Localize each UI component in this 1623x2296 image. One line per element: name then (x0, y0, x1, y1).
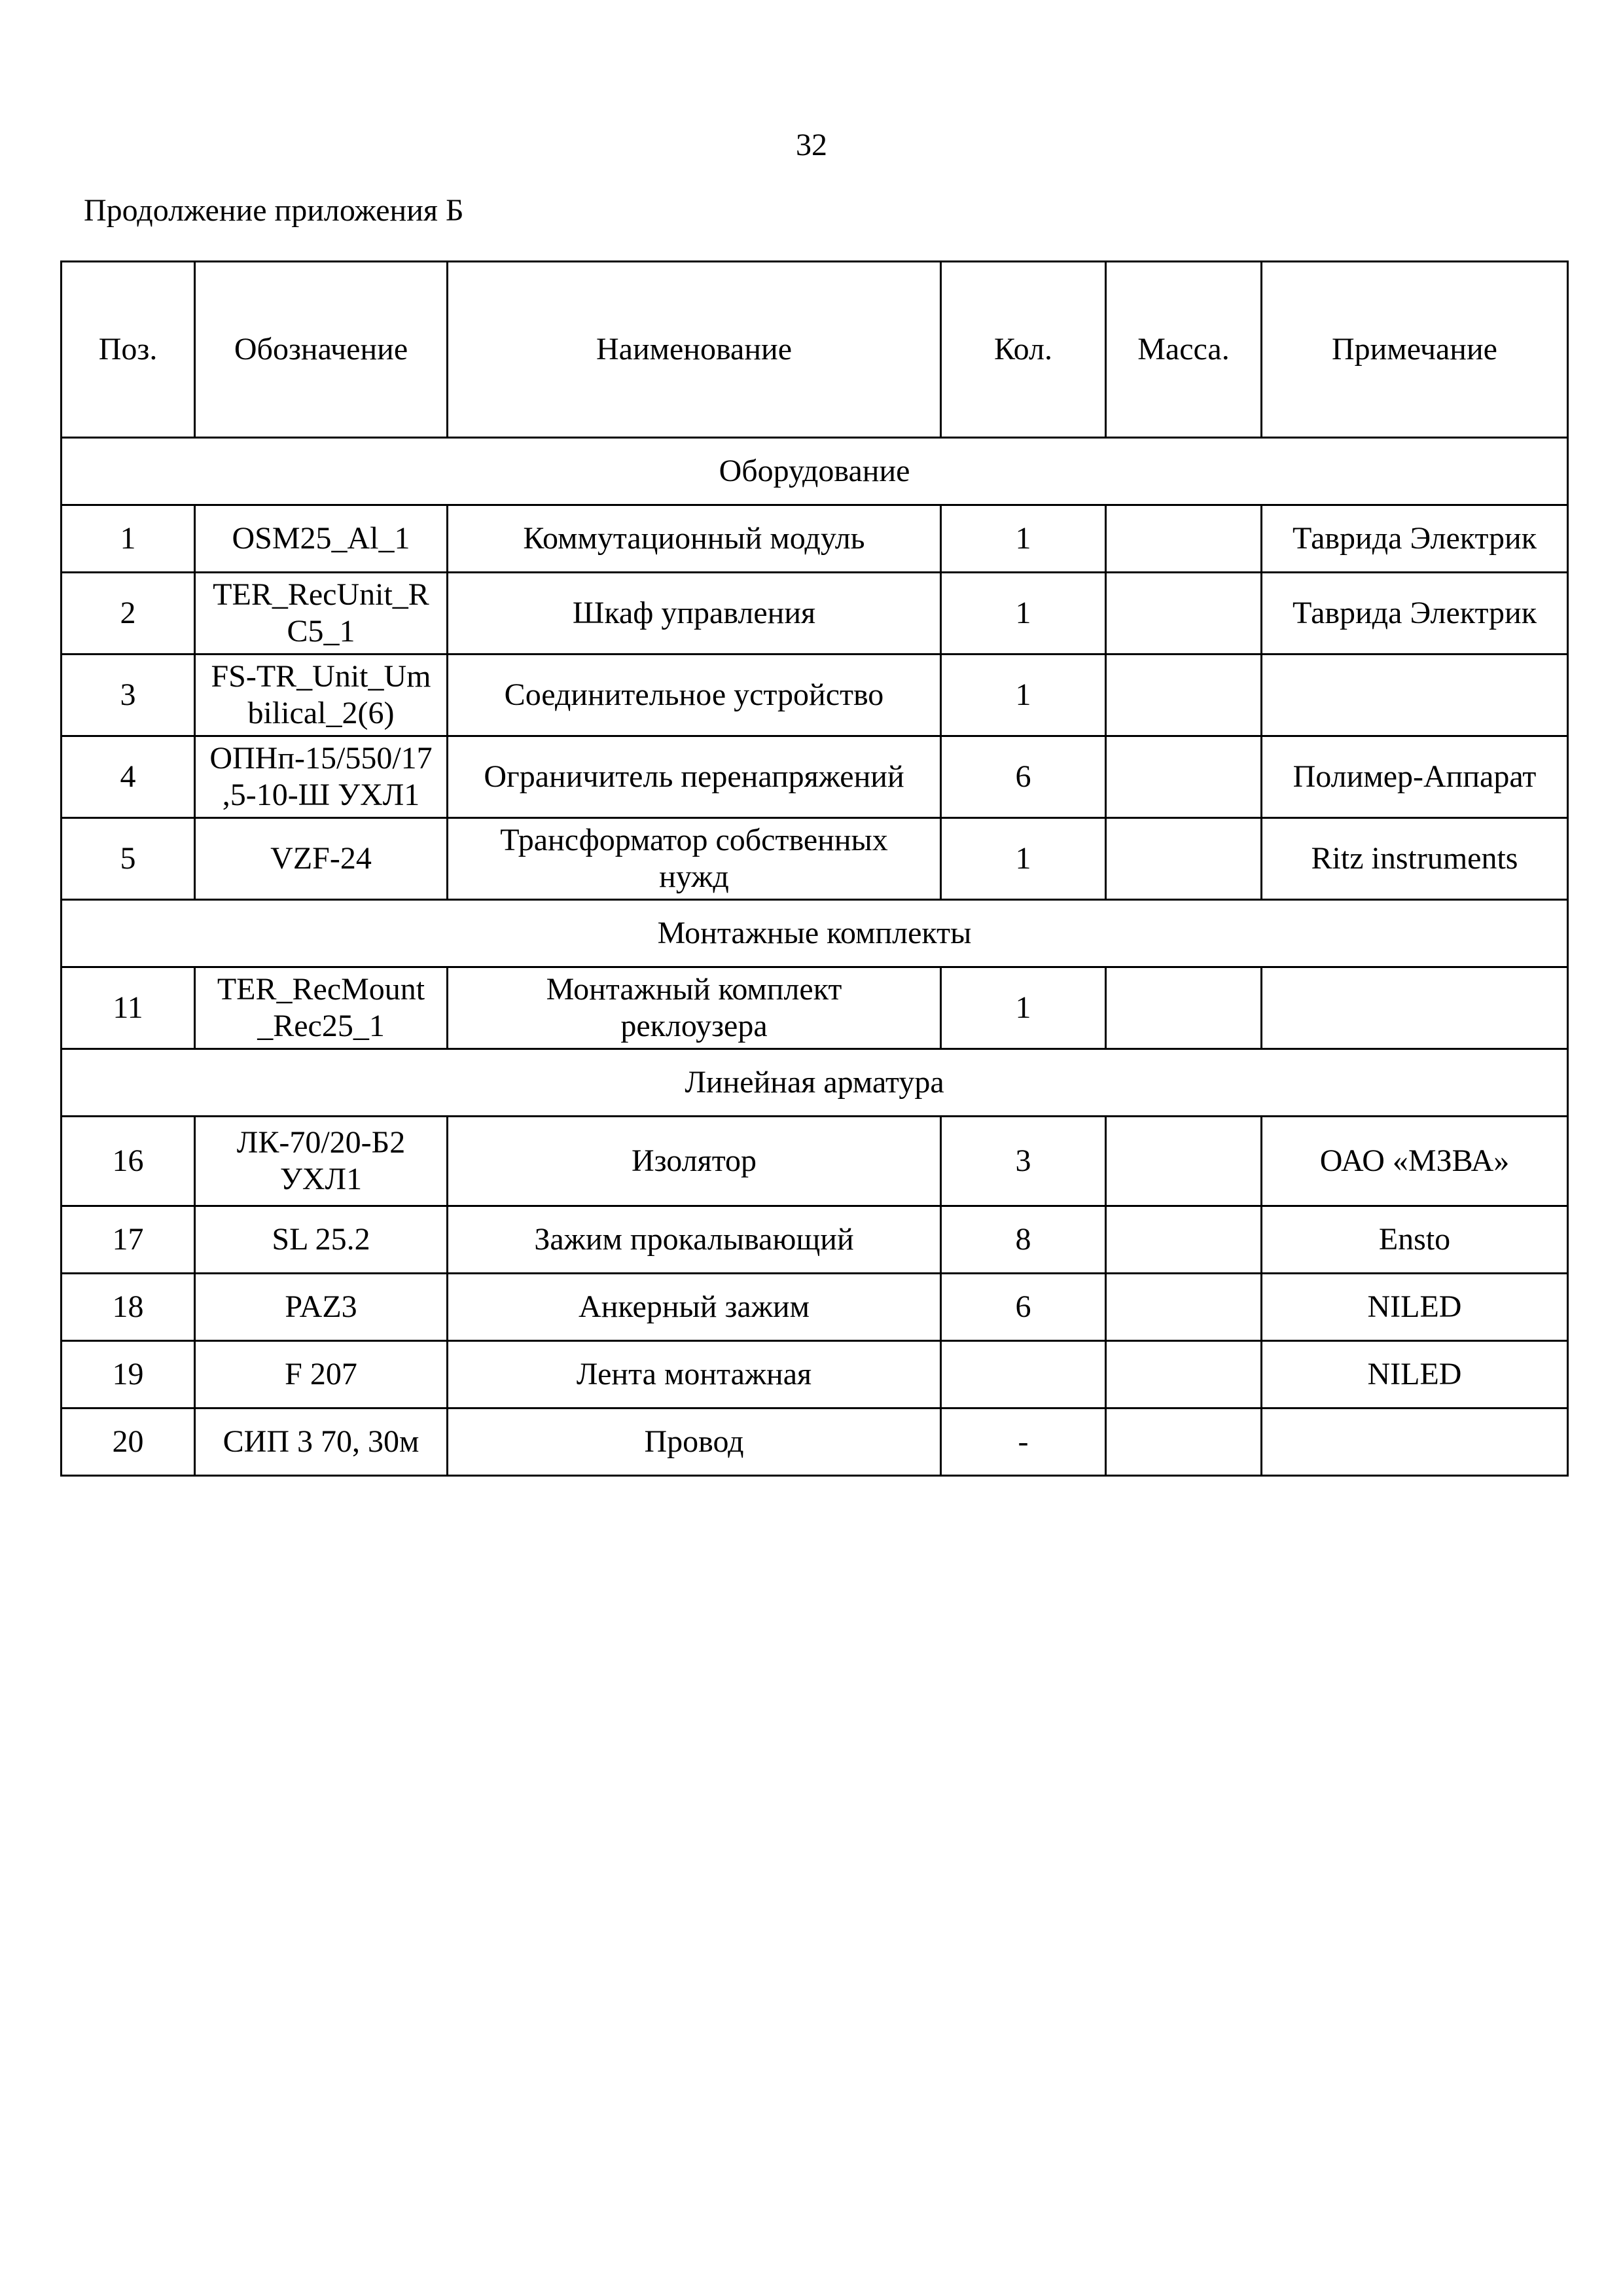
cell-name (448, 818, 941, 900)
specification-table (60, 260, 1569, 1477)
cell-note: Таврида Электрик (1262, 505, 1568, 573)
header-pos: Поз. (62, 262, 195, 438)
cell-name-line: Соединительное устройство (504, 677, 884, 712)
cell-designation-line: bilical_2(6) (247, 696, 395, 730)
cell-designation-line: F 207 (285, 1357, 357, 1391)
cell-name (448, 655, 941, 736)
cell-name-line: Анкерный зажим (579, 1289, 810, 1324)
cell-designation (195, 1274, 448, 1341)
appendix-heading: Продолжение приложения Б (84, 193, 464, 228)
cell-pos: 18 (62, 1274, 195, 1341)
cell-designation-line: C5_1 (287, 614, 355, 649)
cell-pos: 20 (62, 1408, 195, 1476)
cell-designation-line: SL 25.2 (272, 1222, 370, 1257)
cell-qty: 1 (941, 967, 1106, 1049)
cell-pos: 17 (62, 1206, 195, 1274)
cell-designation-line: TER_RecMount (217, 972, 425, 1007)
cell-mass (1106, 505, 1262, 573)
cell-designation-line: ЛК-70/20-Б2 (236, 1125, 406, 1160)
cell-qty: - (941, 1408, 1106, 1476)
cell-note: Таврида Электрик (1262, 573, 1568, 655)
cell-note (1262, 1408, 1568, 1476)
cell-qty: 6 (941, 1274, 1106, 1341)
cell-note (1262, 967, 1568, 1049)
cell-pos: 2 (62, 573, 195, 655)
section-row (62, 900, 1568, 967)
cell-mass (1106, 1341, 1262, 1408)
cell-mass (1106, 1117, 1262, 1206)
cell-pos: 1 (62, 505, 195, 573)
cell-pos: 19 (62, 1341, 195, 1408)
cell-name-line: Монтажный комплект (546, 972, 842, 1007)
table-row (62, 1206, 1568, 1274)
section-title: Оборудование (62, 438, 1568, 505)
cell-mass (1106, 1274, 1262, 1341)
cell-name-line: Коммутационный модуль (523, 521, 865, 556)
cell-note: NILED (1262, 1341, 1568, 1408)
cell-qty: 1 (941, 818, 1106, 900)
cell-name (448, 1274, 941, 1341)
table-row (62, 573, 1568, 655)
cell-designation-line: TER_RecUnit_R (213, 577, 429, 612)
cell-designation-line: ОПНп-15/550/17 (209, 741, 433, 776)
table-row (62, 1341, 1568, 1408)
cell-designation-line: VZF-24 (270, 841, 372, 876)
cell-designation-line: ,5-10-Ш УХЛ1 (222, 778, 420, 812)
cell-name-line: Ограничитель перенапряжений (484, 759, 904, 794)
cell-note: Ritz instruments (1262, 818, 1568, 900)
table-row (62, 736, 1568, 818)
cell-pos: 4 (62, 736, 195, 818)
cell-pos: 5 (62, 818, 195, 900)
cell-mass (1106, 573, 1262, 655)
cell-name (448, 736, 941, 818)
cell-designation-line: PAZ3 (285, 1289, 357, 1324)
cell-designation (195, 736, 448, 818)
table-body (62, 438, 1568, 1476)
cell-qty: 3 (941, 1117, 1106, 1206)
cell-pos: 16 (62, 1117, 195, 1206)
table-header-row (62, 262, 1568, 438)
cell-name-line: Лента монтажная (576, 1357, 812, 1391)
header-qty: Кол. (941, 262, 1106, 438)
cell-note: ОАО «МЗВА» (1262, 1117, 1568, 1206)
cell-qty: 1 (941, 505, 1106, 573)
cell-name-line: Шкаф управления (572, 596, 816, 630)
header-note: Примечание (1262, 262, 1568, 438)
cell-note (1262, 655, 1568, 736)
section-row (62, 1049, 1568, 1117)
section-title: Монтажные комплекты (62, 900, 1568, 967)
cell-name-line: реклоузера (620, 1009, 768, 1043)
cell-designation (195, 573, 448, 655)
section-row (62, 438, 1568, 505)
header-mass: Масса. (1106, 262, 1262, 438)
cell-name (448, 967, 941, 1049)
page-number: 32 (796, 128, 827, 162)
cell-mass (1106, 818, 1262, 900)
cell-designation (195, 1408, 448, 1476)
cell-designation-line: _Rec25_1 (257, 1009, 385, 1043)
cell-mass (1106, 1408, 1262, 1476)
cell-name-line: Зажим прокалывающий (534, 1222, 854, 1257)
cell-qty: 8 (941, 1206, 1106, 1274)
cell-designation-line: СИП 3 70, 30м (223, 1424, 419, 1459)
cell-pos: 11 (62, 967, 195, 1049)
cell-name-line: Изолятор (631, 1143, 757, 1178)
cell-designation (195, 505, 448, 573)
header-name: Наименование (448, 262, 941, 438)
cell-name-line: Провод (644, 1424, 744, 1459)
cell-name (448, 1117, 941, 1206)
cell-note: Ensto (1262, 1206, 1568, 1274)
cell-mass (1106, 967, 1262, 1049)
section-title: Линейная арматура (62, 1049, 1568, 1117)
cell-name (448, 1341, 941, 1408)
cell-mass (1106, 736, 1262, 818)
cell-note: NILED (1262, 1274, 1568, 1341)
table-row (62, 505, 1568, 573)
cell-name (448, 505, 941, 573)
table-row (62, 1117, 1568, 1206)
cell-mass (1106, 1206, 1262, 1274)
table-row (62, 1274, 1568, 1341)
cell-designation-line: УХЛ1 (279, 1162, 363, 1196)
cell-designation (195, 818, 448, 900)
header-designation: Обозначение (195, 262, 448, 438)
cell-qty: 1 (941, 655, 1106, 736)
cell-name (448, 1408, 941, 1476)
cell-name (448, 573, 941, 655)
cell-qty: 6 (941, 736, 1106, 818)
cell-note: Полимер-Аппарат (1262, 736, 1568, 818)
cell-name (448, 1206, 941, 1274)
cell-designation-line: FS-TR_Unit_Um (211, 659, 431, 694)
cell-mass (1106, 655, 1262, 736)
table-row (62, 655, 1568, 736)
cell-designation-line: OSM25_Al_1 (232, 521, 410, 556)
cell-designation (195, 1117, 448, 1206)
cell-designation (195, 967, 448, 1049)
cell-pos: 3 (62, 655, 195, 736)
cell-name-line: нужд (659, 859, 729, 894)
cell-qty (941, 1341, 1106, 1408)
cell-designation (195, 1206, 448, 1274)
table-row (62, 967, 1568, 1049)
table-row (62, 818, 1568, 900)
cell-designation (195, 655, 448, 736)
cell-designation (195, 1341, 448, 1408)
cell-qty: 1 (941, 573, 1106, 655)
cell-name-line: Трансформатор собственных (500, 823, 888, 857)
table-row (62, 1408, 1568, 1476)
